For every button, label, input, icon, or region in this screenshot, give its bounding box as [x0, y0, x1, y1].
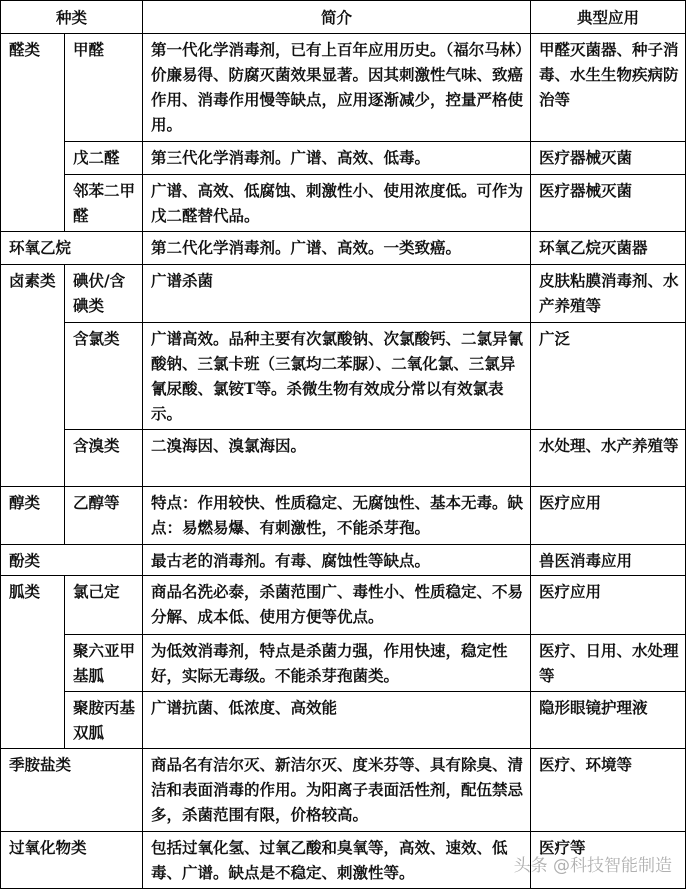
intro-cell: 特点：作用较快、性质稳定、无腐蚀性、基本无毒。缺点：易燃易爆、有刺激性，不能杀芽孢。 — [143, 487, 531, 545]
group-cell: 醛类 — [1, 34, 65, 232]
table-row — [1, 142, 686, 175]
header-type: 种类 — [1, 1, 143, 34]
use-cell: 医疗器械灭菌 — [531, 142, 686, 175]
name-cell: 氯己定 — [65, 576, 143, 635]
name-cell: 碘伏/含碘类 — [65, 265, 143, 323]
name-cell: 戊二醛 — [65, 142, 143, 175]
intro-cell: 最古老的消毒剂。有毒、腐蚀性等缺点。 — [143, 545, 531, 576]
name-cell: 环氧乙烷 — [1, 232, 143, 265]
table-row — [1, 545, 686, 576]
group-cell: 胍类 — [1, 576, 65, 749]
intro-cell: 商品名洗必泰，杀菌范围广、毒性小、性质稳定、不易分解、成本低、使用方便等优点。 — [143, 576, 531, 635]
name-cell: 含溴类 — [65, 430, 143, 487]
name-cell: 酚类 — [1, 545, 143, 576]
intro-cell: 广谱杀菌 — [143, 265, 531, 323]
name-cell: 季胺盐类 — [1, 749, 143, 832]
intro-cell: 包括过氧化氢、过氧乙酸和臭氧等，高效、速效、低毒、广谱。缺点是不稳定、刺激性等。 — [143, 832, 531, 889]
intro-cell: 广谱高效。品种主要有次氯酸钠、次氯酸钙、二氯异氰酸钠、三氯卡班（三氯均二苯脲）、二氧化氯、三氯异氰尿酸、氯铵T等。杀微生物有效成分常以有效氯表示。 — [143, 323, 531, 430]
intro-cell: 为低效消毒剂，特点是杀菌力强，作用快速，稳定性好，实际无毒级。不能杀芽孢菌类。 — [143, 635, 531, 692]
use-cell: 医疗应用 — [531, 576, 686, 635]
use-cell: 皮肤粘膜消毒剂、水产养殖等 — [531, 265, 686, 323]
table-row — [1, 175, 686, 232]
header-intro: 简介 — [143, 1, 531, 34]
table-row — [1, 635, 686, 692]
table-row — [1, 323, 686, 430]
table-row — [1, 430, 686, 487]
intro-cell: 第二代化学消毒剂。广谱、高效。一类致癌。 — [143, 232, 531, 265]
intro-cell: 第三代化学消毒剂。广谱、高效、低毒。 — [143, 142, 531, 175]
use-cell: 医疗器械灭菌 — [531, 175, 686, 232]
name-cell: 乙醇等 — [65, 487, 143, 545]
use-cell: 兽医消毒应用 — [531, 545, 686, 576]
use-cell: 医疗、环境等 — [531, 749, 686, 832]
name-cell: 聚六亚甲基胍 — [65, 635, 143, 692]
intro-cell: 商品名有洁尔灭、新洁尔灭、度米芬等、具有除臭、清洁和表面消毒的作用。为阳离子表面活性剂，配伍禁忌多，杀菌范围有限，价格较高。 — [143, 749, 531, 832]
group-cell: 卤素类 — [1, 265, 65, 487]
table-row — [1, 34, 686, 142]
use-cell: 医疗等 — [531, 832, 686, 889]
use-cell: 广泛 — [531, 323, 686, 430]
intro-cell: 广谱抗菌、低浓度、高效能 — [143, 692, 531, 749]
use-cell: 隐形眼镜护理液 — [531, 692, 686, 749]
table-row — [1, 749, 686, 832]
table-row — [1, 576, 686, 635]
use-cell: 医疗、日用、水处理等 — [531, 635, 686, 692]
table-row — [1, 692, 686, 749]
name-cell: 邻苯二甲醛 — [65, 175, 143, 232]
use-cell: 甲醛灭菌器、种子消毒、水生生物疾病防治等 — [531, 34, 686, 142]
name-cell: 含氯类 — [65, 323, 143, 430]
name-cell: 甲醛 — [65, 34, 143, 142]
table-row — [1, 232, 686, 265]
use-cell: 医疗应用 — [531, 487, 686, 545]
table-row — [1, 487, 686, 545]
header-use: 典型应用 — [531, 1, 686, 34]
intro-cell: 第一代化学消毒剂，已有上百年应用历史。（福尔马林）价廉易得、防腐灭菌效果显著。因其刺激性气味、致癌作用、消毒作用慢等缺点，应用逐渐减少，控量严格使用。 — [143, 34, 531, 142]
intro-cell: 二溴海因、溴氯海因。 — [143, 430, 531, 487]
table-row — [1, 265, 686, 323]
name-cell: 过氧化物类 — [1, 832, 143, 889]
group-cell: 醇类 — [1, 487, 65, 545]
intro-cell: 广谱、高效、低腐蚀、刺激性小、使用浓度低。可作为戊二醛替代品。 — [143, 175, 531, 232]
name-cell: 聚胺丙基双胍 — [65, 692, 143, 749]
use-cell: 水处理、水产养殖等 — [531, 430, 686, 487]
watermark: 头条 @科技智能制造 — [513, 856, 672, 876]
header-row — [1, 1, 686, 34]
use-cell: 环氧乙烷灭菌器 — [531, 232, 686, 265]
